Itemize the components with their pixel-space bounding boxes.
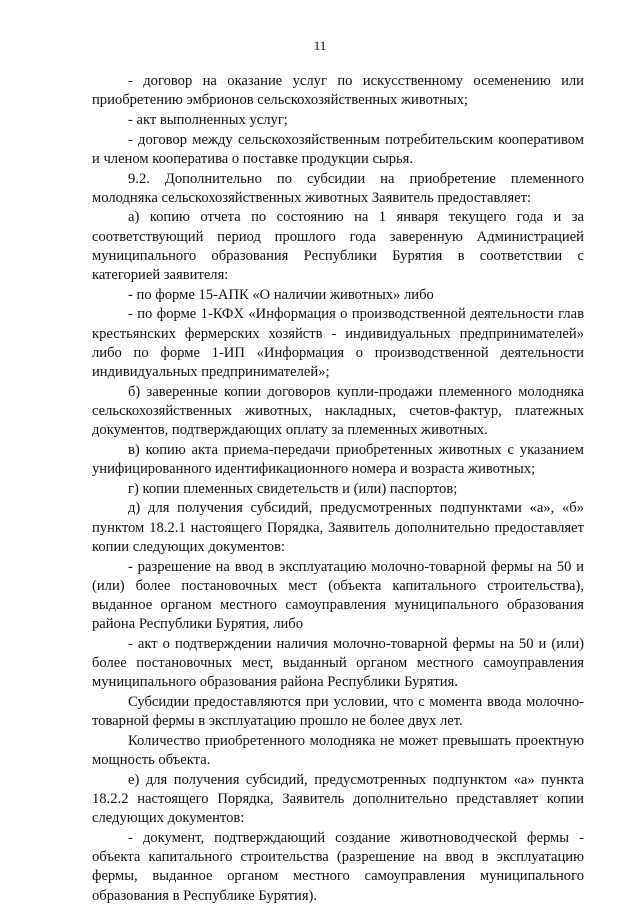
paragraph: - по форме 1-КФХ «Информация о производственной деятельности глав крестьянских фермерских хозяйств - индивидуальных предпринимателей» либо по форме 1-ИП «Информация о производственной деятельности индивидуальных предпринимателей»; — [92, 306, 584, 381]
paragraph: д) для получения субсидий, предусмотренных подпунктами «а», «б» пунктом 18.2.1 настоящего Порядка, Заявитель дополнительно предоставляет копии следующих документов: — [92, 500, 584, 555]
paragraph: - разрешение на ввод в эксплуатацию молочно-товарной фермы на 50 и (или) более постановочных мест (объекта капитального строительства), выданное органом местного самоуправления муниципального образования района Республики Бурятия, либо — [92, 558, 584, 633]
paragraph: - договор между сельскохозяйственным потребительским кооперативом и членом кооператива о поставке продукции сырья. — [92, 131, 584, 167]
paragraph: - по форме 15-АПК «О наличии животных» либо — [128, 286, 434, 303]
paragraph: - договор на оказание услуг по искусственному осеменению или приобретению эмбрионов сельскохозяйственных животных; — [92, 73, 584, 109]
paragraph: - акт о подтверждении наличия молочно-товарной фермы на 50 и (или) более постановочных мест, выданный органом местного самоуправления муниципального образования района Республики Бурятия. — [92, 635, 584, 691]
paragraph: б) заверенные копии договоров купли-продажи племенного молодняка сельскохозяйственных животных, накладных, счетов-фактур, платежных документов, подтверждающих оплату за племенных животных. — [92, 383, 584, 439]
paragraph: а) копию отчета по состоянию на 1 января текущего года и за соответствующий период прошлого года заверенную Администрацией муниципального образования Республики Бурятия в соответствии с категорией заявителя: — [92, 209, 584, 284]
paragraph: Количество приобретенного молодняка не может превышать проектную мощность объекта. — [92, 732, 584, 769]
paragraph: в) копию акта приема-передачи приобретенных животных с указанием унифицированного идентификационного номера и возраста животных; — [92, 441, 584, 478]
document-body — [92, 72, 584, 906]
page-number: 11 — [313, 38, 327, 53]
paragraph: Субсидии предоставляются при условии, что с момента ввода молочно-товарной фермы в эксплуатацию прошло не более двух лет. — [92, 694, 584, 730]
paragraph: г) копии племенных свидетельств и (или) паспортов; — [128, 480, 458, 497]
paragraph: - документ, подтверждающий создание животноводческой фермы - объекта капитального строительства (разрешение на ввод в эксплуатацию фермы, выданное органом местного самоуправления муниципального образования в Республике Бурятия). — [92, 829, 584, 904]
paragraph: е) для получения субсидий, предусмотренных подпунктом «а» пункта 18.2.2 настоящего Порядка, Заявитель дополнительно представляет копии следующих документов: — [92, 771, 584, 827]
paragraph: 9.2. Дополнительно по субсидии на приобретение племенного молодняка сельскохозяйственных животных Заявитель предоставляет: — [92, 170, 584, 206]
paragraph: - акт выполненных услуг; — [128, 111, 288, 128]
